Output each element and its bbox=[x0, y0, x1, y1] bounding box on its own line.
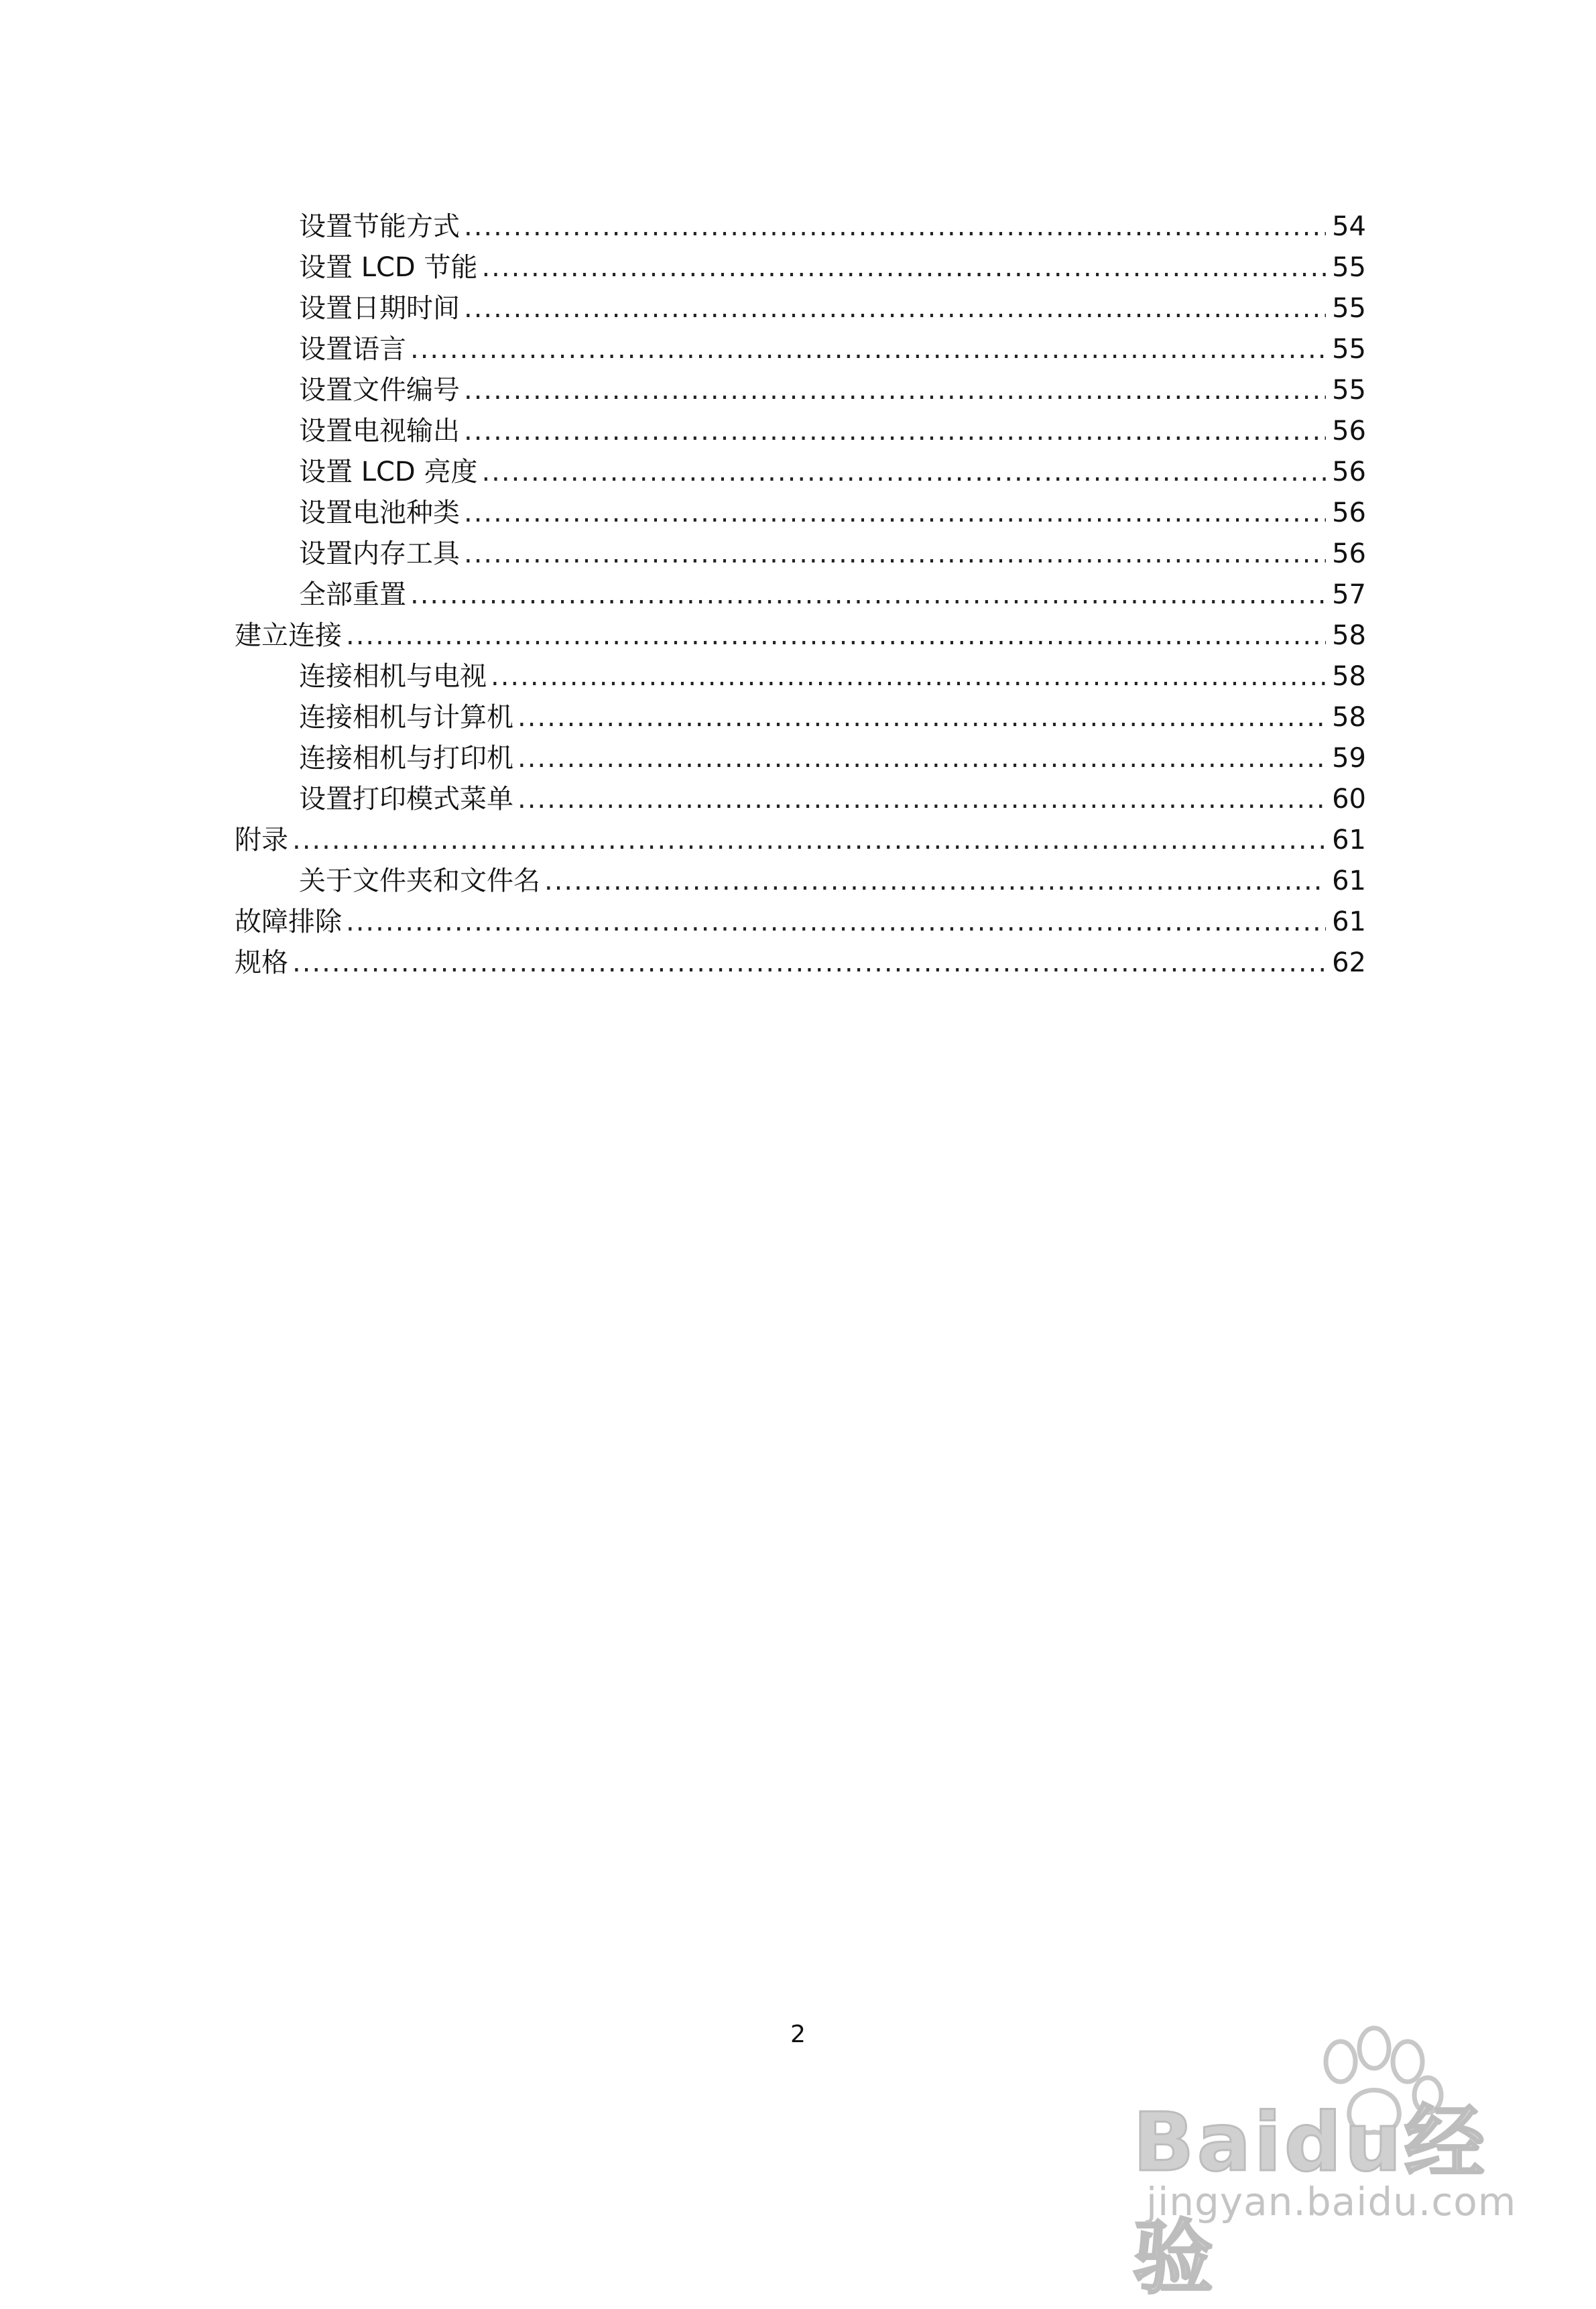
toc-entry-page: 55 bbox=[1332, 252, 1366, 283]
toc-entry-title: 故障排除 bbox=[235, 906, 342, 937]
toc-entry bbox=[235, 615, 1366, 656]
dot-leader bbox=[464, 370, 1326, 411]
dot-leader bbox=[410, 575, 1326, 615]
toc-entry bbox=[235, 493, 1366, 534]
toc-entry-page: 58 bbox=[1332, 661, 1366, 692]
toc-entry-title: 设置打印模式菜单 bbox=[299, 784, 513, 815]
toc-entry bbox=[235, 779, 1366, 820]
dot-leader bbox=[346, 615, 1326, 656]
toc-entry bbox=[235, 206, 1366, 247]
toc-entry bbox=[235, 452, 1366, 493]
toc-entry-page: 55 bbox=[1332, 334, 1366, 365]
watermark-brand: Baidu经验 bbox=[1133, 2096, 1487, 2305]
toc-entry-title: 设置文件编号 bbox=[299, 375, 460, 406]
toc-entry-title: 建立连接 bbox=[235, 620, 342, 651]
dot-leader bbox=[464, 206, 1326, 247]
toc-entry bbox=[235, 411, 1366, 452]
toc-entry bbox=[235, 902, 1366, 943]
dot-leader bbox=[464, 411, 1326, 452]
toc-entry bbox=[235, 820, 1366, 861]
dot-leader bbox=[544, 861, 1326, 902]
toc-entry-title: 设置 LCD 节能 bbox=[299, 252, 478, 283]
toc-entry bbox=[235, 247, 1366, 288]
toc-entry-page: 62 bbox=[1332, 947, 1366, 978]
toc-entry-title: 全部重置 bbox=[299, 579, 406, 610]
toc-entry-page: 61 bbox=[1332, 866, 1366, 896]
toc-entry-page: 60 bbox=[1332, 784, 1366, 815]
toc-entry-title: 附录 bbox=[235, 825, 288, 855]
dot-leader bbox=[410, 329, 1326, 370]
toc-entry-title: 设置节能方式 bbox=[299, 211, 460, 242]
dot-leader bbox=[292, 820, 1326, 861]
dot-leader bbox=[481, 452, 1326, 493]
toc-entry-page: 59 bbox=[1332, 743, 1366, 774]
toc-entry-title: 设置 LCD 亮度 bbox=[299, 457, 478, 487]
toc-entry-title: 连接相机与计算机 bbox=[299, 702, 513, 733]
dot-leader bbox=[464, 534, 1326, 575]
toc-entry bbox=[235, 534, 1366, 575]
toc-entry-title: 关于文件夹和文件名 bbox=[299, 866, 540, 896]
watermark-url: jingyan.baidu.com bbox=[1146, 2179, 1517, 2225]
toc-entry-page: 56 bbox=[1332, 416, 1366, 447]
toc-entry-page: 56 bbox=[1332, 538, 1366, 569]
dot-leader bbox=[464, 493, 1326, 534]
toc-entry-page: 56 bbox=[1332, 457, 1366, 487]
toc-entry bbox=[235, 738, 1366, 779]
dot-leader bbox=[517, 738, 1326, 779]
toc-entry-page: 56 bbox=[1332, 497, 1366, 528]
toc-entry-title: 连接相机与电视 bbox=[299, 661, 487, 692]
toc-entry-page: 58 bbox=[1332, 620, 1366, 651]
toc-entry-page: 58 bbox=[1332, 702, 1366, 733]
toc-entry-page: 61 bbox=[1332, 906, 1366, 937]
toc-entry bbox=[235, 943, 1366, 984]
toc-entry bbox=[235, 861, 1366, 902]
dot-leader bbox=[292, 943, 1326, 984]
toc-entry-title: 连接相机与打印机 bbox=[299, 743, 513, 774]
dot-leader bbox=[464, 288, 1326, 329]
toc-entry-title: 设置语言 bbox=[299, 334, 406, 365]
toc-entry bbox=[235, 697, 1366, 738]
toc-entry bbox=[235, 288, 1366, 329]
toc-entry bbox=[235, 370, 1366, 411]
toc-entry-page: 55 bbox=[1332, 375, 1366, 406]
toc-entry bbox=[235, 575, 1366, 615]
table-of-contents bbox=[235, 206, 1366, 984]
page-number: 2 bbox=[790, 2021, 806, 2048]
toc-entry-page: 55 bbox=[1332, 293, 1366, 324]
toc-entry-page: 54 bbox=[1332, 211, 1366, 242]
dot-leader bbox=[481, 247, 1326, 288]
dot-leader bbox=[517, 697, 1326, 738]
toc-entry-title: 设置电视输出 bbox=[299, 416, 460, 447]
toc-entry-page: 61 bbox=[1332, 825, 1366, 855]
toc-entry bbox=[235, 329, 1366, 370]
toc-entry-title: 规格 bbox=[235, 947, 288, 978]
toc-entry-title: 设置日期时间 bbox=[299, 293, 460, 324]
dot-leader bbox=[517, 779, 1326, 820]
toc-entry-page: 57 bbox=[1332, 579, 1366, 610]
dot-leader bbox=[491, 656, 1326, 697]
dot-leader bbox=[346, 902, 1326, 943]
toc-entry-title: 设置内存工具 bbox=[299, 538, 460, 569]
baidu-jingyan-watermark bbox=[1133, 2025, 1535, 2305]
toc-entry-title: 设置电池种类 bbox=[299, 497, 460, 528]
toc-entry bbox=[235, 656, 1366, 697]
